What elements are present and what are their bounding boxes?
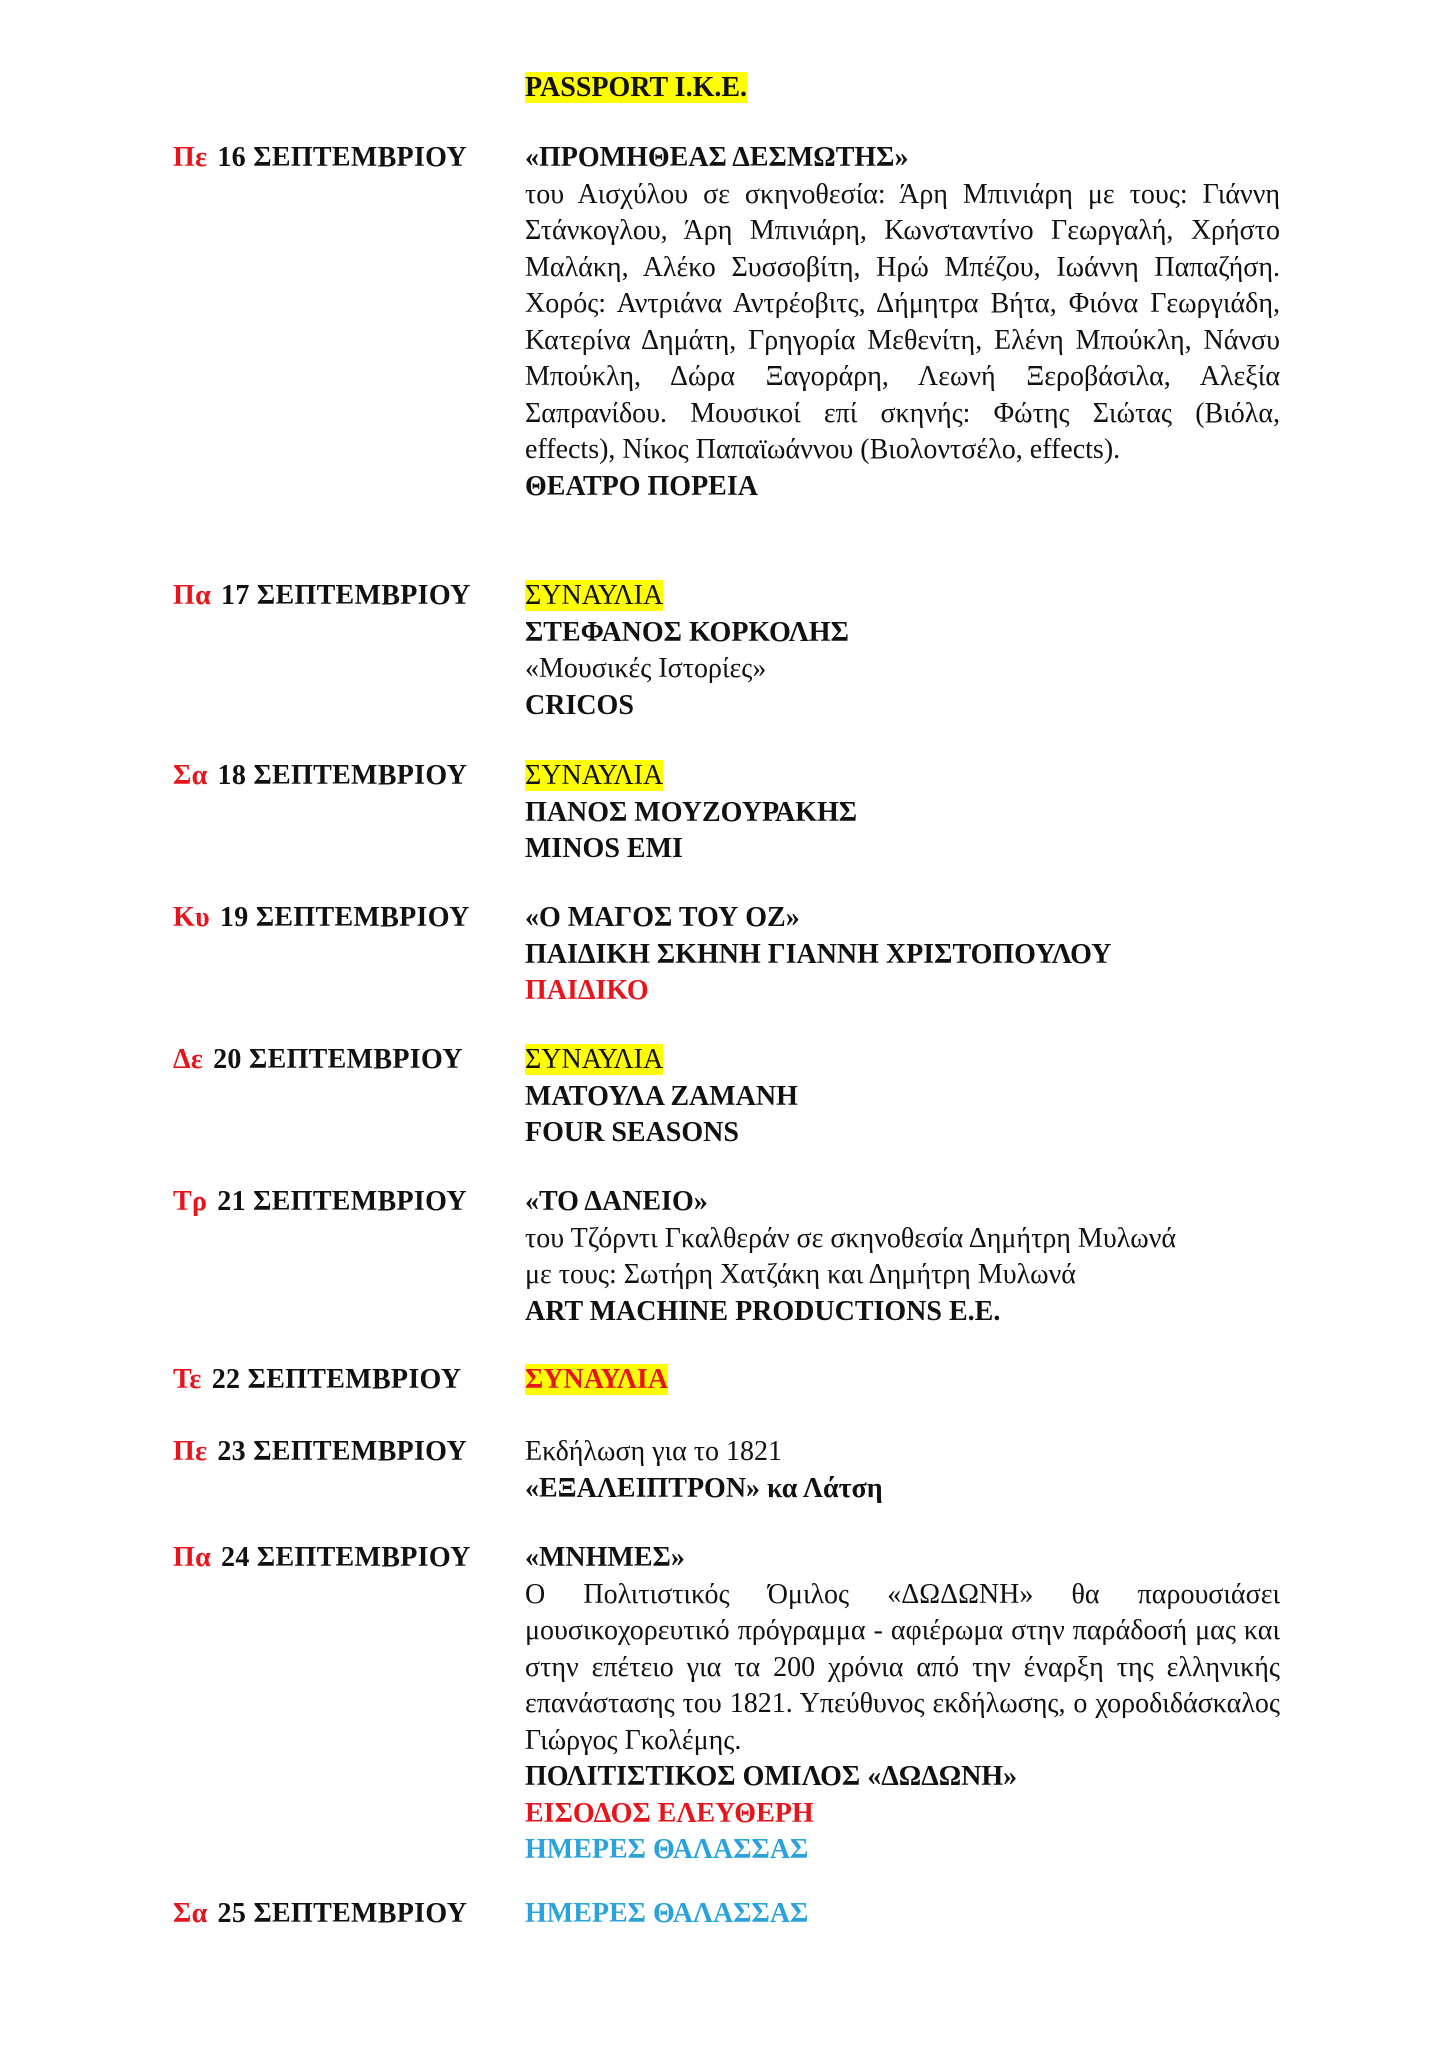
entry-venue: ΠΟΛΙΤΙΣΤΙΚΟΣ ΟΜΙΛΟΣ «ΔΩΔΩΝΗ» xyxy=(525,1761,1018,1792)
entry-description-line: με τους: Σωτήρη Χατζάκη και Δημήτρη Μυλωνά xyxy=(525,1259,1076,1290)
entry-day: Σα xyxy=(173,1898,208,1929)
entry-content xyxy=(525,140,1280,505)
company-name: PASSPORT I.K.E. xyxy=(525,72,748,103)
entry-category: ΣΥΝΑΥΛΙΑ xyxy=(525,580,664,611)
entry-subtitle: «Μουσικές Ιστορίες» xyxy=(525,653,767,684)
entry-series: ΗΜΕΡΕΣ ΘΑΛΑΣΣΑΣ xyxy=(525,1898,809,1929)
entry-date: Πε 23 ΣΕΠΤΕΜΒΡΙΟΥ xyxy=(173,1436,468,1467)
entry-date: Σα 18 ΣΕΠΤΕΜΒΡΙΟΥ xyxy=(173,760,468,791)
entry-subtitle: Εκδήλωση για το 1821 xyxy=(525,1436,783,1467)
entry-description: Ο Πολιτιστικός Όμιλος «ΔΩΔΩΝΗ» θα παρουσιάσει μουσικοχορευτικό πρόγραμμα - αφιέρωμα στην παράδοσή μας και στην επέτειο για τα 200 χρόνια από την έναρξη της ελληνικής επανάστασης του 1821. Υπεύθυνος εκδήλωσης, ο χοροδιδάσκαλος Γιώργος Γκολέμης. xyxy=(525,1578,1280,1756)
entry-artist: ΜΑΤΟΥΛΑ ΖΑΜΑΝΗ xyxy=(525,1080,798,1112)
entry-category: ΣΥΝΑΥΛΙΑ xyxy=(525,1364,669,1395)
entry-content xyxy=(525,578,1280,724)
entry-day: Τρ xyxy=(173,1186,208,1217)
entry-category: ΣΥΝΑΥΛΙΑ xyxy=(525,760,664,791)
entry-title: «ΜΝΗΜΕΣ» xyxy=(525,1542,685,1573)
entry-title: «ΠΡΟΜΗΘΕΑΣ ΔΕΣΜΩΤΗΣ» xyxy=(525,142,909,173)
entry-content xyxy=(525,1896,1280,1933)
company-header xyxy=(525,70,747,106)
entry-tag: ΠΑΙΔΙΚΟ xyxy=(525,975,649,1006)
entry-series: ΗΜΕΡΕΣ ΘΑΛΑΣΣΑΣ xyxy=(525,1834,809,1865)
entry-day: Κυ xyxy=(173,902,210,933)
entry-content xyxy=(525,1042,1280,1152)
entry-content xyxy=(525,1540,1280,1869)
entry-date: Πε 16 ΣΕΠΤΕΜΒΡΙΟΥ xyxy=(173,142,468,173)
entry-content xyxy=(525,1362,1280,1399)
entry-date: Τε 22 ΣΕΠΤΕΜΒΡΙΟΥ xyxy=(173,1364,462,1395)
entry-title: «ΕΞΑΛΕΙΠΤΡΟΝ» κα Λάτση xyxy=(525,1472,883,1504)
entry-day: Πε xyxy=(173,1436,208,1467)
entry-date: Κυ 19 ΣΕΠΤΕΜΒΡΙΟΥ xyxy=(173,902,470,933)
entry-date: Τρ 21 ΣΕΠΤΕΜΒΡΙΟΥ xyxy=(173,1186,467,1217)
entry-artist: ΠΑΝΟΣ ΜΟΥΖΟΥΡΑΚΗΣ xyxy=(525,796,858,828)
entry-day: Πα xyxy=(173,580,212,611)
entry-category: ΣΥΝΑΥΛΙΑ xyxy=(525,1044,664,1075)
entry-date: Σα 25 ΣΕΠΤΕΜΒΡΙΟΥ xyxy=(173,1898,468,1929)
entry-date: Δε 20 ΣΕΠΤΕΜΒΡΙΟΥ xyxy=(173,1044,463,1075)
entry-day: Δε xyxy=(173,1044,204,1075)
entry-date: Πα 17 ΣΕΠΤΕΜΒΡΙΟΥ xyxy=(173,580,471,611)
entry-venue: ΘΕΑΤΡΟ ΠΟΡΕΙΑ xyxy=(525,470,758,502)
entry-venue: ART MACHINE PRODUCTIONS E.E. xyxy=(525,1295,1001,1327)
entry-day: Σα xyxy=(173,760,208,791)
entry-day: Πε xyxy=(173,142,208,173)
entry-venue: MINOS EMI xyxy=(525,833,683,864)
entry-title: «ΤΟ ΔΑΝΕΙΟ» xyxy=(525,1186,708,1217)
entry-day: Τε xyxy=(173,1364,202,1395)
entry-day: Πα xyxy=(173,1542,212,1573)
entry-admission: ΕΙΣΟΔΟΣ ΕΛΕΥΘΕΡΗ xyxy=(525,1797,814,1829)
entry-description-line: του Τζόρντι Γκαλθεράν σε σκηνοθεσία Δημήτρη Μυλωνά xyxy=(525,1222,1177,1254)
entry-date: Πα 24 ΣΕΠΤΕΜΒΡΙΟΥ xyxy=(173,1542,471,1573)
entry-venue: CRICOS xyxy=(525,689,634,721)
entry-content xyxy=(525,1184,1280,1330)
entry-venue: FOUR SEASONS xyxy=(525,1117,739,1148)
entry-artist: ΣΤΕΦΑΝΟΣ ΚΟΡΚΟΛΗΣ xyxy=(525,616,849,648)
entry-description: του Αισχύλου σε σκηνοθεσία: Άρη Μπινιάρη με τους: Γιάννη Στάνκογλου, Άρη Μπινιάρη, Κωνσταντίνο Γεωργαλή, Χρήστο Μαλάκη, Αλέκο Συσσοβίτη, Ηρώ Μπέζου, Ιωάννη Παπαζήση. Χορός: Αντριάνα Αντρέοβιτς, Δήμητρα Βήτα, Φιόνα Γεωργιάδη, Κατερίνα Δημάτη, Γρηγορία Μεθενίτη, Ελένη Μπούκλη, Νάνσυ Μπούκλη, Δώρα Ξαγοράρη, Λεωνή Ξεροβάσιλα, Αλεξία Σαπρανίδου. Μουσικοί επί σκηνής: Φώτης Σιώτας (Βιόλα, effects), Νίκος Παπαϊωάννου (Βιολοντσέλο, effects). xyxy=(525,178,1280,465)
entry-venue: ΠΑΙΔΙΚΗ ΣΚΗΝΗ ΓΙΑΝΝΗ ΧΡΙΣΤΟΠΟΥΛΟΥ xyxy=(525,938,1112,970)
entry-content xyxy=(525,1434,1280,1507)
entry-content xyxy=(525,900,1280,1010)
entry-title: «Ο ΜΑΓΟΣ ΤΟΥ ΟΖ» xyxy=(525,902,800,933)
entry-content xyxy=(525,758,1280,868)
